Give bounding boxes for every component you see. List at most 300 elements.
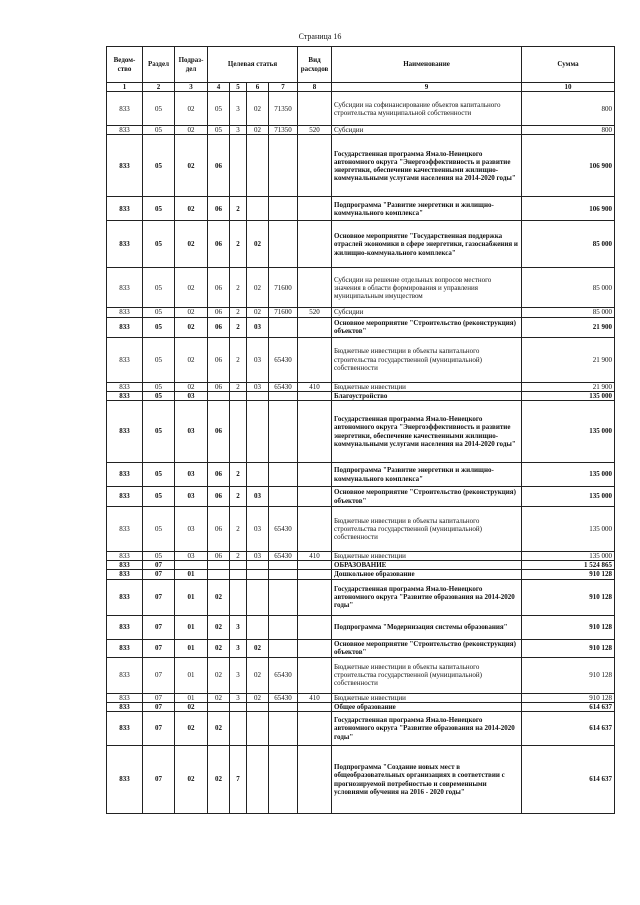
table-row (107, 657, 615, 693)
table-row (107, 308, 615, 317)
vedomstvo-cell: 833 (107, 391, 143, 400)
name-cell: Основное мероприятие "Строительство (реконструкция) объектов" (332, 639, 522, 657)
table-row (107, 221, 615, 268)
sum-cell: 910 128 (522, 693, 615, 702)
target-code-1-cell: 02 (208, 639, 230, 657)
target-code-4-cell: 65430 (269, 693, 298, 702)
target-code-2-cell: 3 (230, 92, 247, 126)
target-code-4-cell (269, 639, 298, 657)
sum-cell: 614 637 (522, 712, 615, 746)
table-row (107, 268, 615, 308)
target-code-1-cell: 06 (208, 382, 230, 391)
target-code-4-cell: 65430 (269, 552, 298, 561)
name-cell: Субсидии (332, 126, 522, 135)
vid-raskhodov-cell (298, 702, 332, 711)
podrazdel-cell: 01 (175, 639, 208, 657)
target-code-4-cell: 65430 (269, 337, 298, 382)
razdel-cell: 05 (143, 552, 175, 561)
razdel-cell: 05 (143, 308, 175, 317)
podrazdel-cell: 02 (175, 268, 208, 308)
vedomstvo-cell: 833 (107, 92, 143, 126)
vedomstvo-cell: 833 (107, 308, 143, 317)
target-code-1-cell: 05 (208, 92, 230, 126)
name-cell: ОБРАЗОВАНИЕ (332, 561, 522, 570)
target-code-1-cell: 02 (208, 693, 230, 702)
name-cell: Субсидии на софинансирование объектов капитального строительства муниципальной собственности (332, 92, 522, 126)
table-body (107, 83, 615, 814)
vedomstvo-cell: 833 (107, 487, 143, 507)
vid-raskhodov-cell (298, 657, 332, 693)
target-code-1-cell: 02 (208, 746, 230, 814)
target-code-2-cell: 2 (230, 197, 247, 221)
target-code-3-cell (247, 135, 269, 197)
name-cell: Подпрограмма "Развитие энергетики и жилищно-коммунального комплекса" (332, 197, 522, 221)
razdel-cell: 07 (143, 579, 175, 615)
target-code-1-cell: 06 (208, 308, 230, 317)
table-row (107, 391, 615, 400)
target-code-1-cell: 06 (208, 221, 230, 268)
table-row (107, 135, 615, 197)
table-row (107, 712, 615, 746)
target-code-1-cell: 02 (208, 579, 230, 615)
target-code-2-cell (230, 712, 247, 746)
table-row (107, 382, 615, 391)
target-code-4-cell: 71600 (269, 308, 298, 317)
razdel-cell: 05 (143, 507, 175, 552)
name-cell: Основное мероприятие "Государственная поддержка отраслей экономики в сфере энергетики, газоснабжения и жилищно-коммунального комплекса" (332, 221, 522, 268)
target-code-4-cell (269, 135, 298, 197)
podrazdel-cell: 01 (175, 657, 208, 693)
razdel-cell: 05 (143, 317, 175, 337)
table-row (107, 126, 615, 135)
target-code-1-cell: 06 (208, 197, 230, 221)
target-code-4-cell (269, 579, 298, 615)
name-cell: Бюджетные инвестиции в объекты капитального строительства государственной (муниципальной) собственности (332, 337, 522, 382)
table-row (107, 401, 615, 463)
razdel-cell: 07 (143, 702, 175, 711)
target-code-2-cell: 3 (230, 693, 247, 702)
podrazdel-cell: 03 (175, 391, 208, 400)
target-code-4-cell (269, 615, 298, 639)
target-code-1-cell: 06 (208, 401, 230, 463)
target-code-2-cell: 2 (230, 337, 247, 382)
sum-cell: 106 900 (522, 197, 615, 221)
target-code-1-cell (208, 570, 230, 579)
podrazdel-cell: 02 (175, 135, 208, 197)
header-vedomstvo: Ведом-ство (107, 47, 143, 83)
vid-raskhodov-cell: 520 (298, 126, 332, 135)
target-code-3-cell: 03 (247, 317, 269, 337)
razdel-cell: 05 (143, 487, 175, 507)
page-number-label: Страница 16 (298, 32, 342, 41)
index-cell: 7 (269, 83, 298, 92)
target-code-3-cell: 03 (247, 337, 269, 382)
header-row (107, 47, 615, 83)
podrazdel-cell: 02 (175, 221, 208, 268)
name-cell: Подпрограмма "Создание новых мест в общеобразовательных организациях в соответствии с прогнозируемой потребностью и современными условиями обучения на 2016 - 2020 годы" (332, 746, 522, 814)
target-code-4-cell: 65430 (269, 382, 298, 391)
name-cell: Бюджетные инвестиции (332, 693, 522, 702)
sum-cell: 614 637 (522, 702, 615, 711)
razdel-cell: 05 (143, 268, 175, 308)
sum-cell: 135 000 (522, 401, 615, 463)
header-razdel: Раздел (143, 47, 175, 83)
target-code-2-cell: 2 (230, 552, 247, 561)
table-row (107, 561, 615, 570)
vedomstvo-cell: 833 (107, 639, 143, 657)
razdel-cell: 05 (143, 92, 175, 126)
vid-raskhodov-cell (298, 197, 332, 221)
target-code-4-cell (269, 570, 298, 579)
target-code-4-cell (269, 221, 298, 268)
table-row (107, 197, 615, 221)
target-code-1-cell (208, 561, 230, 570)
target-code-3-cell: 02 (247, 308, 269, 317)
index-cell: 6 (247, 83, 269, 92)
target-code-2-cell: 3 (230, 657, 247, 693)
name-cell: Подпрограмма "Модернизация системы образования" (332, 615, 522, 639)
podrazdel-cell: 03 (175, 463, 208, 487)
name-cell: Основное мероприятие "Строительство (реконструкция) объектов" (332, 487, 522, 507)
name-cell: Бюджетные инвестиции (332, 382, 522, 391)
index-cell: 4 (208, 83, 230, 92)
vedomstvo-cell: 833 (107, 135, 143, 197)
name-cell: Государственная программа Ямало-Ненецкого автономного округа "Энергоэффективность и развитие энергетики, обеспечение качественными жилищно-коммунальными услугами населения на 2014-2020 годы" (332, 135, 522, 197)
target-code-1-cell: 05 (208, 126, 230, 135)
sum-cell: 1 524 865 (522, 561, 615, 570)
name-cell: Дошкольное образование (332, 570, 522, 579)
target-code-3-cell: 02 (247, 92, 269, 126)
podrazdel-cell (175, 561, 208, 570)
name-cell: Бюджетные инвестиции (332, 552, 522, 561)
target-code-4-cell (269, 463, 298, 487)
podrazdel-cell: 01 (175, 579, 208, 615)
target-code-4-cell (269, 561, 298, 570)
vid-raskhodov-cell (298, 712, 332, 746)
target-code-1-cell: 06 (208, 135, 230, 197)
sum-cell: 85 000 (522, 308, 615, 317)
vid-raskhodov-cell (298, 268, 332, 308)
sum-cell: 135 000 (522, 507, 615, 552)
name-cell: Бюджетные инвестиции в объекты капитального строительства государственной (муниципальной) собственности (332, 507, 522, 552)
vedomstvo-cell: 833 (107, 221, 143, 268)
target-code-3-cell (247, 570, 269, 579)
target-code-1-cell (208, 391, 230, 400)
target-code-1-cell: 06 (208, 507, 230, 552)
target-code-3-cell (247, 746, 269, 814)
razdel-cell: 05 (143, 391, 175, 400)
target-code-2-cell: 2 (230, 221, 247, 268)
vedomstvo-cell: 833 (107, 712, 143, 746)
index-cell: 3 (175, 83, 208, 92)
target-code-1-cell: 06 (208, 487, 230, 507)
target-code-3-cell: 02 (247, 657, 269, 693)
razdel-cell: 07 (143, 712, 175, 746)
vid-raskhodov-cell (298, 337, 332, 382)
vedomstvo-cell: 833 (107, 561, 143, 570)
vid-raskhodov-cell: 410 (298, 382, 332, 391)
header-podrazdel: Подраз-дел (175, 47, 208, 83)
vid-raskhodov-cell (298, 463, 332, 487)
target-code-3-cell: 02 (247, 693, 269, 702)
target-code-3-cell (247, 463, 269, 487)
vedomstvo-cell: 833 (107, 615, 143, 639)
vedomstvo-cell: 833 (107, 746, 143, 814)
name-cell: Государственная программа Ямало-Ненецкого автономного округа "Развитие образования на 2014-2020 годы" (332, 579, 522, 615)
vedomstvo-cell: 833 (107, 197, 143, 221)
target-code-1-cell: 06 (208, 463, 230, 487)
vedomstvo-cell: 833 (107, 126, 143, 135)
target-code-3-cell (247, 702, 269, 711)
table-row (107, 570, 615, 579)
vid-raskhodov-cell: 410 (298, 693, 332, 702)
target-code-1-cell: 06 (208, 317, 230, 337)
sum-cell: 85 000 (522, 221, 615, 268)
vid-raskhodov-cell (298, 391, 332, 400)
podrazdel-cell: 03 (175, 487, 208, 507)
vedomstvo-cell: 833 (107, 401, 143, 463)
sum-cell: 614 637 (522, 746, 615, 814)
table-row (107, 702, 615, 711)
vedomstvo-cell: 833 (107, 507, 143, 552)
target-code-4-cell (269, 702, 298, 711)
target-code-2-cell: 3 (230, 126, 247, 135)
target-code-2-cell (230, 401, 247, 463)
razdel-cell: 05 (143, 126, 175, 135)
razdel-cell: 07 (143, 746, 175, 814)
podrazdel-cell: 02 (175, 126, 208, 135)
header-summa: Сумма (522, 47, 615, 83)
podrazdel-cell: 02 (175, 382, 208, 391)
target-code-3-cell (247, 615, 269, 639)
target-code-3-cell (247, 561, 269, 570)
vid-raskhodov-cell (298, 401, 332, 463)
target-code-4-cell (269, 746, 298, 814)
vid-raskhodov-cell (298, 487, 332, 507)
index-cell: 10 (522, 83, 615, 92)
razdel-cell: 05 (143, 463, 175, 487)
razdel-cell: 07 (143, 657, 175, 693)
target-code-2-cell (230, 579, 247, 615)
target-code-1-cell: 06 (208, 337, 230, 382)
target-code-2-cell: 2 (230, 507, 247, 552)
sum-cell: 800 (522, 126, 615, 135)
sum-cell: 135 000 (522, 552, 615, 561)
podrazdel-cell: 02 (175, 746, 208, 814)
vid-raskhodov-cell (298, 746, 332, 814)
target-code-4-cell: 71350 (269, 126, 298, 135)
name-cell: Государственная программа Ямало-Ненецкого автономного округа "Развитие образования на 2014-2020 годы" (332, 712, 522, 746)
razdel-cell: 05 (143, 401, 175, 463)
target-code-2-cell: 2 (230, 382, 247, 391)
vid-raskhodov-cell (298, 570, 332, 579)
razdel-cell: 05 (143, 135, 175, 197)
sum-cell: 21 900 (522, 337, 615, 382)
podrazdel-cell: 01 (175, 615, 208, 639)
table-row (107, 693, 615, 702)
vid-raskhodov-cell (298, 639, 332, 657)
razdel-cell: 07 (143, 639, 175, 657)
table-row (107, 92, 615, 126)
target-code-4-cell (269, 317, 298, 337)
index-cell: 9 (332, 83, 522, 92)
table-row (107, 317, 615, 337)
target-code-2-cell: 2 (230, 463, 247, 487)
podrazdel-cell: 02 (175, 712, 208, 746)
vid-raskhodov-cell (298, 561, 332, 570)
target-code-2-cell (230, 391, 247, 400)
target-code-2-cell: 2 (230, 487, 247, 507)
podrazdel-cell: 03 (175, 552, 208, 561)
target-code-3-cell (247, 579, 269, 615)
target-code-3-cell: 03 (247, 552, 269, 561)
index-cell: 2 (143, 83, 175, 92)
target-code-1-cell: 06 (208, 268, 230, 308)
vid-raskhodov-cell (298, 579, 332, 615)
target-code-3-cell (247, 197, 269, 221)
target-code-1-cell (208, 702, 230, 711)
table-row (107, 487, 615, 507)
vedomstvo-cell: 833 (107, 657, 143, 693)
razdel-cell: 07 (143, 570, 175, 579)
target-code-2-cell: 3 (230, 615, 247, 639)
header-naimenovanie: Наименование (332, 47, 522, 83)
table-row (107, 337, 615, 382)
vedomstvo-cell: 833 (107, 570, 143, 579)
sum-cell: 910 128 (522, 579, 615, 615)
target-code-1-cell: 02 (208, 657, 230, 693)
vedomstvo-cell: 833 (107, 317, 143, 337)
name-cell: Субсидии на решение отдельных вопросов местного значения в области формирования и управления муниципальным имуществом (332, 268, 522, 308)
table-row (107, 463, 615, 487)
razdel-cell: 07 (143, 561, 175, 570)
target-code-3-cell: 03 (247, 487, 269, 507)
razdel-cell: 05 (143, 382, 175, 391)
target-code-4-cell (269, 401, 298, 463)
podrazdel-cell: 02 (175, 337, 208, 382)
sum-cell: 135 000 (522, 391, 615, 400)
target-code-4-cell (269, 487, 298, 507)
sum-cell: 910 128 (522, 639, 615, 657)
vid-raskhodov-cell (298, 221, 332, 268)
vid-raskhodov-cell (298, 615, 332, 639)
target-code-2-cell (230, 135, 247, 197)
target-code-2-cell (230, 570, 247, 579)
vid-raskhodov-cell (298, 507, 332, 552)
name-cell: Государственная программа Ямало-Ненецкого автономного округа "Энергоэффективность и развитие энергетики, обеспечение качественными жилищно-коммунальными услугами населения на 2014-2020 годы" (332, 401, 522, 463)
target-code-3-cell: 03 (247, 507, 269, 552)
target-code-3-cell: 02 (247, 126, 269, 135)
index-cell: 1 (107, 83, 143, 92)
target-code-3-cell: 03 (247, 382, 269, 391)
sum-cell: 800 (522, 92, 615, 126)
table-row (107, 639, 615, 657)
razdel-cell: 07 (143, 615, 175, 639)
name-cell: Подпрограмма "Развитие энергетики и жилищно-коммунального комплекса" (332, 463, 522, 487)
index-cell: 8 (298, 83, 332, 92)
target-code-2-cell (230, 702, 247, 711)
sum-cell: 85 000 (522, 268, 615, 308)
vedomstvo-cell: 833 (107, 268, 143, 308)
vid-raskhodov-cell (298, 135, 332, 197)
podrazdel-cell: 02 (175, 308, 208, 317)
name-cell: Субсидии (332, 308, 522, 317)
target-code-1-cell: 02 (208, 712, 230, 746)
vid-raskhodov-cell (298, 317, 332, 337)
name-cell: Основное мероприятие "Строительство (реконструкция) объектов" (332, 317, 522, 337)
sum-cell: 135 000 (522, 487, 615, 507)
table-row (107, 507, 615, 552)
razdel-cell: 05 (143, 337, 175, 382)
target-code-2-cell: 2 (230, 317, 247, 337)
sum-cell: 21 900 (522, 317, 615, 337)
sum-cell: 910 128 (522, 657, 615, 693)
target-code-3-cell: 02 (247, 221, 269, 268)
target-code-4-cell: 65430 (269, 507, 298, 552)
header-tselevaya-statya: Целевая статья (208, 47, 298, 83)
target-code-3-cell (247, 391, 269, 400)
razdel-cell: 07 (143, 693, 175, 702)
target-code-4-cell: 65430 (269, 657, 298, 693)
vedomstvo-cell: 833 (107, 337, 143, 382)
vedomstvo-cell: 833 (107, 693, 143, 702)
podrazdel-cell: 02 (175, 702, 208, 711)
target-code-4-cell (269, 712, 298, 746)
vedomstvo-cell: 833 (107, 552, 143, 561)
table-row (107, 552, 615, 561)
target-code-2-cell (230, 561, 247, 570)
column-index-row (107, 83, 615, 92)
sum-cell: 910 128 (522, 570, 615, 579)
podrazdel-cell: 01 (175, 693, 208, 702)
target-code-2-cell: 2 (230, 308, 247, 317)
razdel-cell: 05 (143, 221, 175, 268)
vid-raskhodov-cell (298, 92, 332, 126)
name-cell: Общее образование (332, 702, 522, 711)
vid-raskhodov-cell: 520 (298, 308, 332, 317)
sum-cell: 106 900 (522, 135, 615, 197)
podrazdel-cell: 02 (175, 92, 208, 126)
budget-table (106, 46, 615, 814)
podrazdel-cell: 02 (175, 317, 208, 337)
target-code-3-cell: 02 (247, 639, 269, 657)
vid-raskhodov-cell: 410 (298, 552, 332, 561)
podrazdel-cell: 01 (175, 570, 208, 579)
sum-cell: 21 900 (522, 382, 615, 391)
name-cell: Бюджетные инвестиции в объекты капитального строительства государственной (муниципальной) собственности (332, 657, 522, 693)
target-code-4-cell: 71350 (269, 92, 298, 126)
table-row (107, 615, 615, 639)
vedomstvo-cell: 833 (107, 702, 143, 711)
razdel-cell: 05 (143, 197, 175, 221)
header-vid-raskhodov: Вид расходов (298, 47, 332, 83)
podrazdel-cell: 02 (175, 197, 208, 221)
target-code-4-cell (269, 197, 298, 221)
target-code-3-cell (247, 712, 269, 746)
target-code-2-cell: 7 (230, 746, 247, 814)
target-code-2-cell: 2 (230, 268, 247, 308)
podrazdel-cell: 03 (175, 401, 208, 463)
name-cell: Благоустройство (332, 391, 522, 400)
podrazdel-cell: 03 (175, 507, 208, 552)
vedomstvo-cell: 833 (107, 579, 143, 615)
target-code-1-cell: 02 (208, 615, 230, 639)
target-code-3-cell (247, 401, 269, 463)
target-code-2-cell: 3 (230, 639, 247, 657)
target-code-1-cell: 06 (208, 552, 230, 561)
index-cell: 5 (230, 83, 247, 92)
table-row (107, 746, 615, 814)
